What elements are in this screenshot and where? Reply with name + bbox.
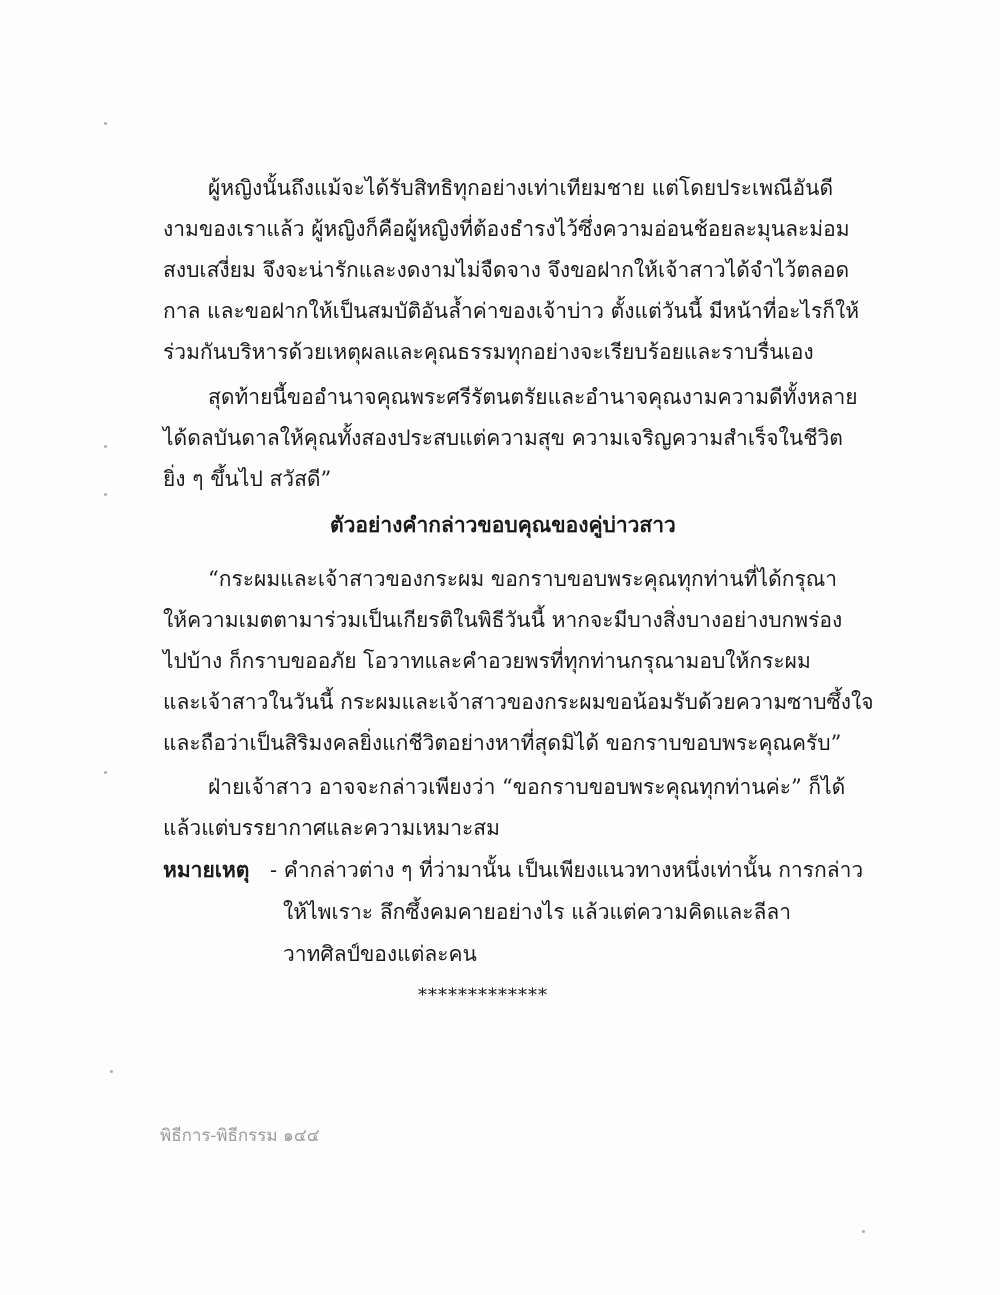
note-label: หมายเหตุ bbox=[163, 857, 250, 882]
note-line-1: - คำกล่าวต่าง ๆ ที่ว่ามานั้น เป็นเพียงแนวทางหนึ่งเท่านั้น การกล่าว bbox=[270, 858, 864, 882]
scan-speck bbox=[104, 445, 107, 448]
paragraph-1-line-2: งามของเราแล้ว ผู้หญิงก็คือผู้หญิงที่ต้องธำรงไว้ซึ่งความอ่อนช้อยละมุนละม่อม bbox=[163, 217, 850, 241]
scan-speck bbox=[110, 1070, 113, 1073]
paragraph-4-line-1: ฝ่ายเจ้าสาว อาจจะกล่าวเพียงว่า “ขอกราบขอบพระคุณทุกท่านค่ะ” ก็ได้ bbox=[208, 775, 846, 799]
scan-speck bbox=[104, 771, 107, 774]
paragraph-1-line-5: ร่วมกันบริหารด้วยเหตุผลและคุณธรรมทุกอย่างจะเรียบร้อยและราบรื่นเอง bbox=[163, 340, 814, 364]
paragraph-1-line-4: กาล และขอฝากให้เป็นสมบัติอันล้ำค่าของเจ้าบ่าว ตั้งแต่วันนี้ มีหน้าที่อะไรก็ให้ bbox=[163, 299, 860, 323]
page-footer: พิธีการ-พิธีกรรม ๑๔๔ bbox=[160, 1126, 320, 1146]
paragraph-4-line-2: แล้วแต่บรรยากาศและความเหมาะสม bbox=[163, 816, 500, 840]
paragraph-3-line-5: และถือว่าเป็นสิริมงคลยิ่งแก่ชีวิตอย่างหาที่สุดมิได้ ขอกราบขอบพระคุณครับ” bbox=[163, 731, 842, 755]
paragraph-2-line-3: ยิ่ง ๆ ขึ้นไป สวัสดี” bbox=[163, 467, 332, 491]
scan-speck bbox=[862, 1230, 865, 1233]
paragraph-1-line-3: สงบเสงี่ยม จึงจะน่ารักและงดงามไม่จืดจาง จึงขอฝากให้เจ้าสาวได้จำไว้ตลอด bbox=[163, 258, 850, 282]
section-heading: ตัวอย่างคำกล่าวขอบคุณของคู่บ่าวสาว bbox=[330, 512, 676, 537]
paragraph-3-line-4: และเจ้าสาวในวันนี้ กระผมและเจ้าสาวของกระผมขอน้อมรับด้วยความซาบซึ้งใจ bbox=[163, 690, 874, 714]
paragraph-3-line-3: ไปบ้าง ก็กราบขออภัย โอวาทและคำอวยพรที่ทุกท่านกรุณามอบให้กระผม bbox=[163, 649, 811, 673]
note-line-2: ให้ไพเราะ ลึกซึ้งคมคายอย่างไร แล้วแต่ความคิดและลีลา bbox=[283, 900, 792, 924]
paragraph-3-line-1: “กระผมและเจ้าสาวของกระผม ขอกราบขอบพระคุณทุกท่านที่ได้กรุณา bbox=[208, 567, 838, 591]
scan-speck bbox=[104, 122, 107, 125]
note-line-3: วาทศิลป์ของแต่ละคน bbox=[283, 942, 477, 966]
paragraph-3-line-2: ให้ความเมตตามาร่วมเป็นเกียรติในพิธีวันนี้ หากจะมีบางสิ่งบางอย่างบกพร่อง bbox=[163, 608, 843, 632]
separator-stars: ************* bbox=[418, 985, 548, 1006]
paragraph-2-line-2: ได้ดลบันดาลให้คุณทั้งสองประสบแต่ความสุข ความเจริญความสำเร็จในชีวิต bbox=[163, 426, 843, 450]
paragraph-1-line-1: ผู้หญิงนั้นถึงแม้จะได้รับสิทธิทุกอย่างเท่าเทียมชาย แต่โดยประเพณีอันดี bbox=[208, 176, 834, 200]
scan-speck bbox=[104, 493, 107, 496]
paragraph-2-line-1: สุดท้ายนี้ขออำนาจคุณพระศรีรัตนตรัยและอำนาจคุณงามความดีทั้งหลาย bbox=[208, 385, 858, 409]
